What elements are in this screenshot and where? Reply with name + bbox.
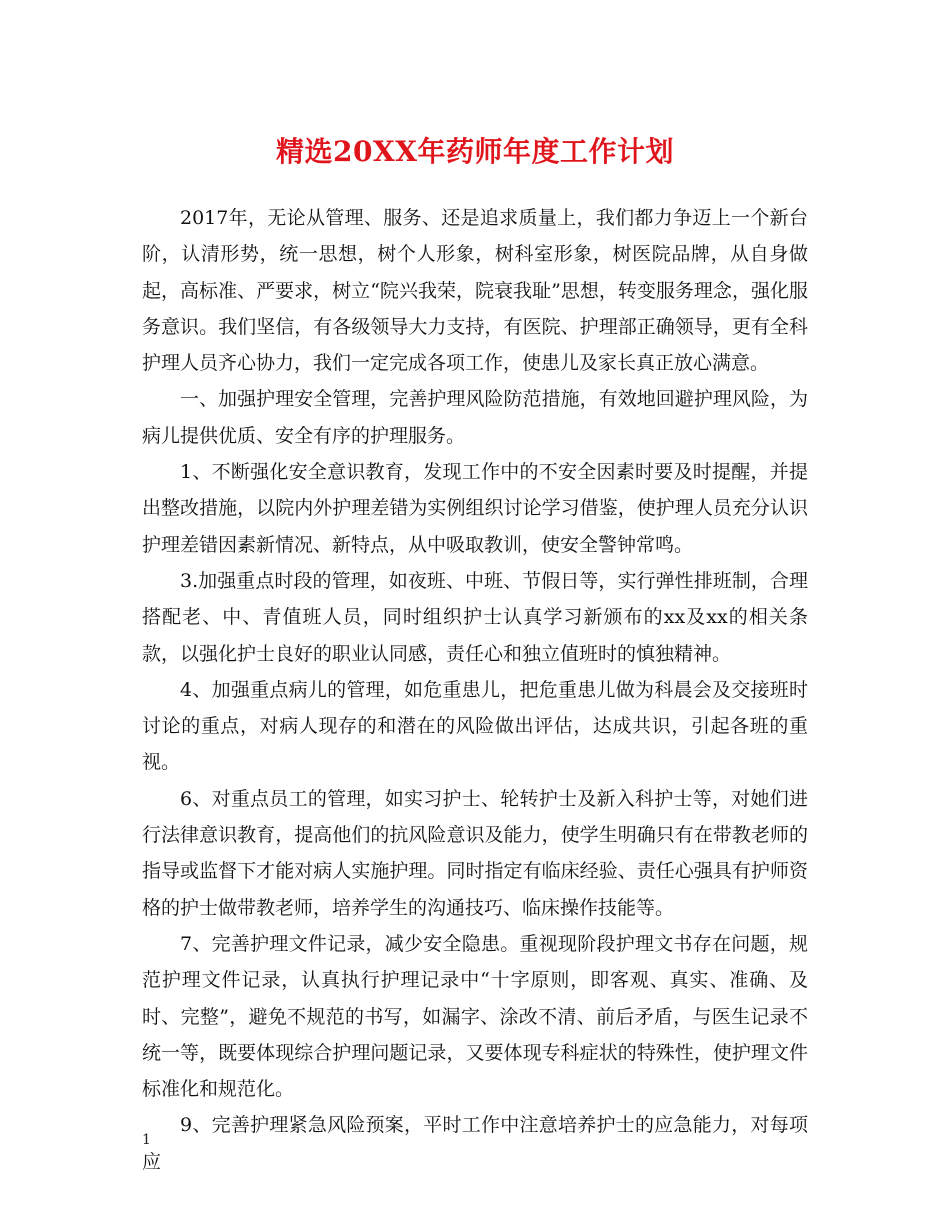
paragraph-section-1: 一、加强护理安全管理，完善护理风险防范措施，有效地回避护理风险，为病儿提供优质、安全有序的护理服务。	[142, 388, 808, 447]
paragraph-item-9: 9、完善护理紧急风险预案，平时工作中注意培养护士的应急能力，对每项应	[142, 1114, 808, 1173]
paragraph-item-6: 6、对重点员工的管理，如实习护士、轮转护士及新入科护士等，对她们进行法律意识教育，提高他们的抗风险意识及能力，使学生明确只有在带教老师的指导或监督下才能对病人实施护理。同时指定有临床经验、责任心强具有护师资格的护士做带教老师，培养学生的沟通技巧、临床操作技能等。	[142, 787, 808, 919]
page-number: 1	[142, 1132, 151, 1148]
paragraph-item-4: 4、加强重点病儿的管理，如危重患儿，把危重患儿做为科晨会及交接班时讨论的重点，对病人现存的和潜在的风险做出评估，达成共识，引起各班的重视。	[142, 678, 808, 774]
paragraph-intro: 2017年，无论从管理、服务、还是追求质量上，我们都力争迈上一个新台阶，认清形势，统一思想，树个人形象，树科室形象，树医院品牌，从自身做起，高标准、严要求，树立“院兴我荣，院衰我耻”思想，转变服务理念，强化服务意识。我们坚信，有各级领导大力支持，有医院、护理部正确领导，更有全科护理人员齐心协力，我们一定完成各项工作，使患儿及家长真正放心满意。	[142, 207, 808, 375]
paragraph-item-7: 7、完善护理文件记录，减少安全隐患。重视现阶段护理文书存在问题，规范护理文件记录，认真执行护理记录中“十字原则，即客观、真实、准确、及时、完整”，避免不规范的书写，如漏字、涂改不清、前后矛盾，与医生记录不统一等，既要体现综合护理问题记录，又要体现专科症状的特殊性，使护理文件标准化和规范化。	[142, 932, 808, 1101]
paragraph-item-1: 1、不断强化安全意识教育，发现工作中的不安全因素时要及时提醒，并提出整改措施，以院内外护理差错为实例组织讨论学习借鉴，使护理人员充分认识护理差错因素新情况、新特点，从中吸取教训，使安全警钟常鸣。	[142, 461, 808, 556]
document-body	[142, 200, 808, 1180]
document-title: 精选20XX年药师年度工作计划	[276, 135, 674, 168]
paragraph-item-3: 3.加强重点时段的管理，如夜班、中班、节假日等，实行弹性排班制，合理搭配老、中、青值班人员，同时组织护士认真学习新颁布的xx及xx的相关条款，以强化护士良好的职业认同感，责任心和独立值班时的慎独精神。	[142, 569, 808, 665]
